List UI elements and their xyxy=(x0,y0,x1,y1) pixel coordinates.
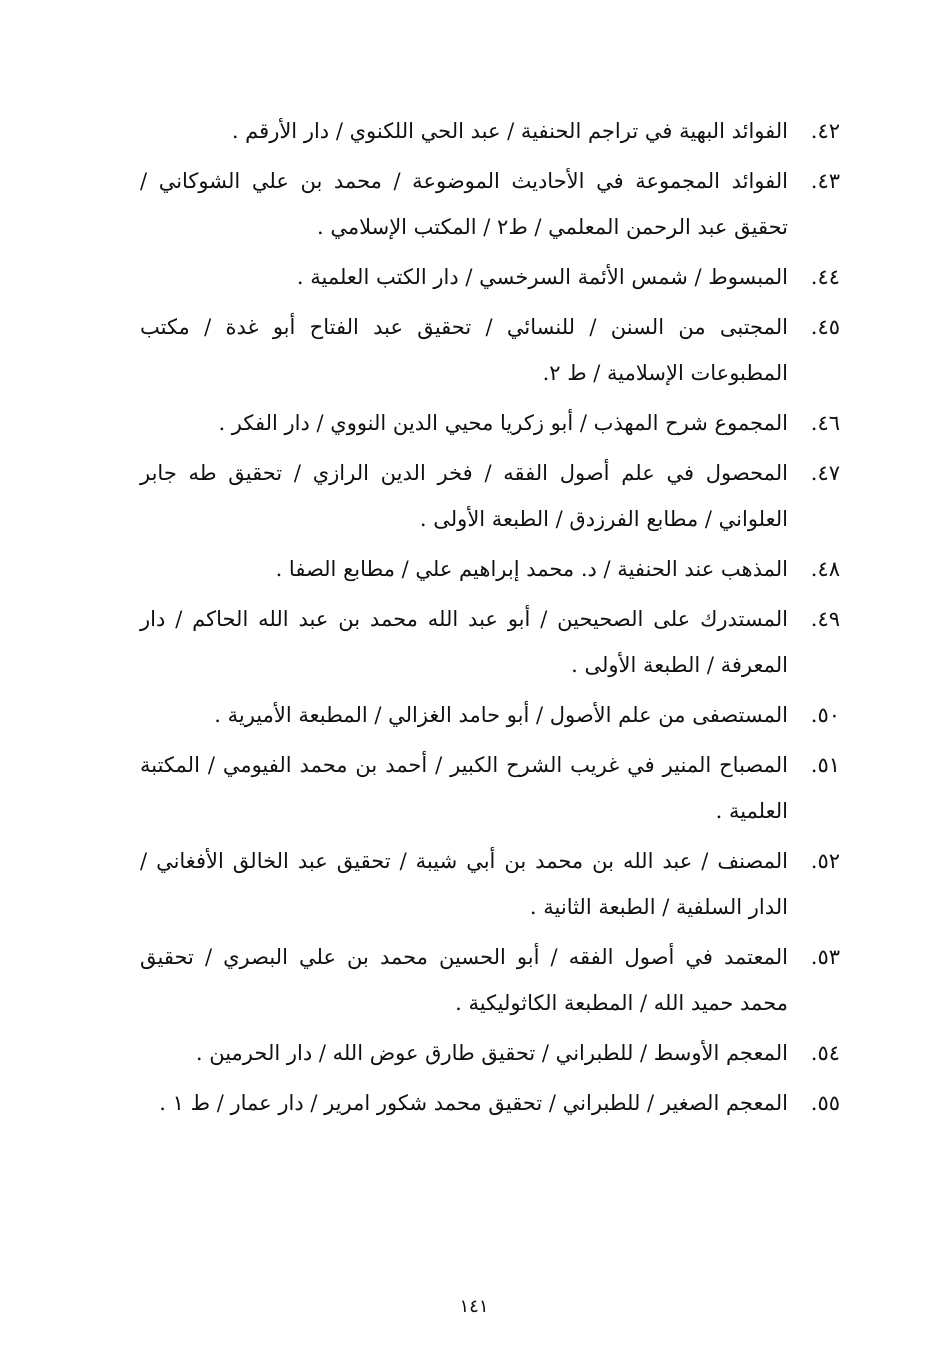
reference-number: ٥١. xyxy=(810,753,840,777)
reference-item xyxy=(140,1080,840,1126)
reference-item xyxy=(140,692,840,738)
reference-text: الفوائد المجموعة في الأحاديث الموضوعة / محمد بن علي الشوكاني / تحقيق عبد الرحمن المعلمي / ط٢ / المكتب الإسلامي . xyxy=(140,169,788,239)
reference-text: المجموع شرح المهذب / أبو زكريا محيي الدين النووي / دار الفكر . xyxy=(218,411,788,435)
page-number: ١٤١ xyxy=(459,1296,489,1317)
reference-text: المعجم الصغير / للطبراني / تحقيق محمد شكور امرير / دار عمار / ط ١ . xyxy=(159,1091,788,1115)
reference-item xyxy=(140,742,840,834)
reference-item xyxy=(140,934,840,1026)
reference-number: ٥٠. xyxy=(810,703,840,727)
reference-number: ٥٥. xyxy=(810,1091,840,1115)
reference-number: ٤٧. xyxy=(810,461,840,485)
reference-text: المعجم الأوسط / للطبراني / تحقيق طارق عوض الله / دار الحرمين . xyxy=(195,1041,788,1065)
reference-item xyxy=(140,450,840,542)
reference-item xyxy=(140,546,840,592)
reference-text: المبسوط / شمس الأئمة السرخسي / دار الكتب العلمية . xyxy=(296,265,788,289)
reference-text: المستدرك على الصحيحين / أبو عبد الله محمد بن عبد الله الحاكم / دار المعرفة / الطبعة الأولى . xyxy=(140,607,788,677)
reference-number: ٤٥. xyxy=(810,315,840,339)
reference-number: ٤٤. xyxy=(810,265,840,289)
reference-text: المذهب عند الحنفية / د. محمد إبراهيم علي / مطابع الصفا . xyxy=(275,557,788,581)
reference-text: المصنف / عبد الله بن محمد بن أبي شيبة / تحقيق عبد الخالق الأفغاني / الدار السلفية / الطبعة الثانية . xyxy=(140,849,788,919)
reference-number: ٤٦. xyxy=(810,411,840,435)
reference-item xyxy=(140,158,840,250)
reference-text: المجتبى من السنن / للنسائي / تحقيق عبد الفتاح أبو غدة / مكتب المطبوعات الإسلامية / ط ٢. xyxy=(140,315,788,385)
references-list xyxy=(140,108,840,1130)
reference-number: ٤٨. xyxy=(810,557,840,581)
reference-number: ٤٣. xyxy=(810,169,840,193)
reference-item xyxy=(140,1030,840,1076)
reference-number: ٥٣. xyxy=(810,945,840,969)
reference-number: ٤٢. xyxy=(810,119,840,143)
reference-item xyxy=(140,108,840,154)
reference-text: المعتمد في أصول الفقه / أبو الحسين محمد بن علي البصري / تحقيق محمد حميد الله / المطبعة الكاثوليكية . xyxy=(140,945,788,1015)
reference-item xyxy=(140,838,840,930)
reference-item xyxy=(140,304,840,396)
reference-number: ٤٩. xyxy=(810,607,840,631)
reference-text: المحصول في علم أصول الفقه / فخر الدين الرازي / تحقيق طه جابر العلواني / مطابع الفرزدق / الطبعة الأولى . xyxy=(140,461,788,531)
reference-number: ٥٤. xyxy=(810,1041,840,1065)
reference-text: الفوائد البهية في تراجم الحنفية / عبد الحي اللكنوي / دار الأرقم . xyxy=(231,119,788,143)
reference-text: المستصفى من علم الأصول / أبو حامد الغزالي / المطبعة الأميرية . xyxy=(214,703,788,727)
reference-item xyxy=(140,596,840,688)
reference-item xyxy=(140,400,840,446)
reference-text: المصباح المنير في غريب الشرح الكبير / أحمد بن محمد الفيومي / المكتبة العلمية . xyxy=(140,753,788,823)
reference-item xyxy=(140,254,840,300)
reference-number: ٥٢. xyxy=(810,849,840,873)
